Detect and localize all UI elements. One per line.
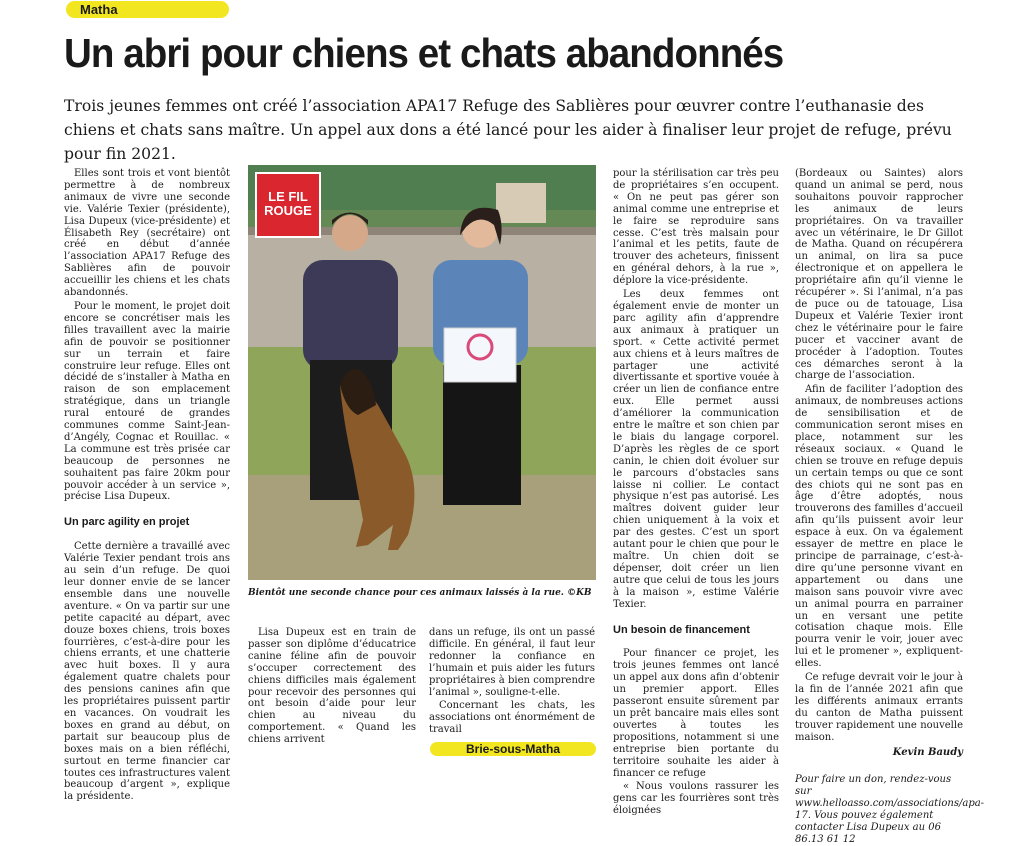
paragraph: Lisa Dupeux est en train de passer son diplôme d’éducatrice canine féline afin de pouvoir s’occuper correctement des chiens difficiles mais également pour recevoir des personnes qui ont besoin d’aide pour leur chien au niveau du comportement. « Quand les chiens arrivent <box>248 627 416 746</box>
column-2 <box>248 627 416 746</box>
paragraph: Concernant les chats, les associations ont énormément de travail <box>429 700 595 736</box>
next-section-tag: Brie-sous-Matha <box>430 742 596 756</box>
article-title: Un abri pour chiens et chats abandonnés <box>64 30 784 76</box>
logo-line-1: LE FIL <box>268 189 308 204</box>
article-lead: Trois jeunes femmes ont créé l’association APA17 Refuge des Sablières pour œuvrer contre l’euthanasie des chiens et chats sans maître. Un appel aux dons a été lancé pour les aider à finaliser leur projet de refuge, prévu pour fin 2021. <box>64 97 952 163</box>
paragraph: Elles sont trois et vont bientôt permettre à de nombreux animaux de vivre une seconde vie. Valérie Texier (présidente), Lisa Dupeux (vice-présidente) et Élisabeth Rey (secrétaire) ont créé en début d’année l’association APA17 Refuge des Sablières afin de pouvoir accueillir les chiens et les chats abandonnés. <box>64 168 230 299</box>
paragraph: Ce refuge devrait voir le jour à la fin de l’année 2021 afin que les différents animaux errants du canton de Matha puissent trouver rapidement une nouvelle maison. <box>795 672 963 743</box>
donation-note: Pour faire un don, rendez-vous sur www.helloasso.com/associations/apa-17. Vous pouvez également contacter Lisa Dupeux au 06 86.13 61 12 <box>795 774 985 845</box>
logo-line-2: ROUGE <box>264 203 312 218</box>
subheading-agility: Un parc agility en projet <box>64 516 190 529</box>
paragraph: Les deux femmes ont également envie de monter un parc agility afin d’apprendre aux animaux à pratiquer un sport. « Cette activité permet aux chiens et à leurs maîtres de partager une activité divertissante et sportive vouée à créer un lien de confiance entre eux. Elle permet aussi d’améliorer la communication entre le maître et son chien par le biais du langage corporel. D’après les règles de ce sport canin, le chien doit évoluer sur le parcours d’obstacles sans laisse ni collier. Le contact physique n’est pas autorisé. Les maîtres doivent guider leur chien uniquement à la voix et par des gestes. C’est un sport autant pour le chien que pour le maître. Un chien doit se dépenser, doit créer un lien autre que celui de tous les jours à la maison », estime Valérie Texier. <box>613 289 779 610</box>
paragraph: Pour le moment, le projet doit encore se concrétiser mais les filles travaillent avec la mairie afin de pouvoir se positionner sur un terrain et faire construire leur refuge. Elles ont décidé de s’installer à Matha en raison de son emplacement stratégique, dans un triangle rural entouré de grandes communes comme Saint-Jean-d’Angély, Cognac et Rouillac. « La commune est très prisée car beaucoup de personnes ne souhaitent pas faire 20km pour pouvoir accéder à un service », précise Lisa Dupeux. <box>64 300 230 503</box>
paragraph: Cette dernière a travaillé avec Valérie Texier pendant trois ans au sein d’un refuge. De quoi leur donner envie de se lancer ensemble dans une nouvelle aventure. « On va partir sur une petite capacité au départ, avec douze boxes chiens, trois boxes fourrières, c’est-à-dire pour les chiens errants, et une chatterie avec huit boxes. Il y aura également quatre chalets pour des pensions canines afin que les propriétaires puissent partir en vacances. On voudrait les boxes en grand au début, on partait sur beaucoup plus de boxes mais on a bien réfléchi, surtout en terme financier car toutes ces infrastructures valent beaucoup d’argent », explique la présidente. <box>64 541 230 803</box>
column-5 <box>795 168 985 846</box>
paragraph: dans un refuge, ils ont un passé difficile. En général, il faut leur redonner la confiance en l’humain et puis aider les futurs propriétaires à bien comprendre l’animal », souligne-t-elle. <box>429 627 595 698</box>
le-fil-rouge-logo <box>255 172 321 238</box>
article-photo <box>248 165 596 580</box>
subheading-financing: Un besoin de financement <box>613 623 750 636</box>
photo-caption: Bientôt une seconde chance pour ces animaux laissés à la rue. ©KB <box>248 588 592 598</box>
column-3 <box>429 627 595 736</box>
paragraph: Afin de faciliter l’adoption des animaux, de nombreuses actions de sensibilisation et de communication seront mises en place, notamment sur les réseaux sociaux. « Quand le chien se trouve en refuge depuis un certain temps ou que ce sont des chiots qui ne sont pas en âge d’être adoptés, nous trouverons des familles d’accueil afin qu’ils puissent avoir leur espace à eux. On va également essayer de mettre en place le principe de parrainage, c’est-à-dire qu’une personne vivant en appartement ou dans une maison sans pouvoir vivre avec un animal pourra en parrainer un en versant une petite cotisation chaque mois. Elle pourra venir le voir, jouer avec lui et le promener », expliquent-elles. <box>795 384 963 670</box>
paragraph: « Nous voulons rassurer les gens car les fourrières sont très éloignées <box>613 781 779 817</box>
section-tag: Matha <box>66 1 229 18</box>
author-signature: Kevin Baudy <box>892 746 963 758</box>
paragraph: pour la stérilisation car très peu de propriétaires s’en occupent. « On ne peut pas gérer son animal comme une entreprise et le faire se reproduire sans cesse. C’est très malsain pour l’animal et les petits, faute de trouver des acheteurs, finissent en général dehors, à la rue », déplore la vice-présidente. <box>613 168 779 287</box>
column-1 <box>64 168 230 803</box>
paragraph: Pour financer ce projet, les trois jeunes femmes ont lancé un appel aux dons afin d’obtenir un premier apport. Elles passeront ensuite sûrement par un prêt bancaire mais elles sont ouvertes à toutes les propositions, notamment si une entreprise bien portante du territoire souhaite les aider à financer ce refuge <box>613 648 779 779</box>
column-4 <box>613 168 779 817</box>
paragraph: (Bordeaux ou Saintes) alors quand un animal se perd, nous souhaitons pouvoir rapprocher les animaux de leurs propriétaires. On va travailler avec un vétérinaire, le Dr Gillot de Matha. Quand on récupérera un animal, on lira sa puce électronique et on appellera le propriétaire afin qu’il vienne le récupérer ». Si l’animal, n’a pas de puce ou de tatouage, Lisa Dupeux et Valérie Texier iront chez le vétérinaire pour le faire pucer et vacciner avant de procéder à l’adoption. Toutes ces démarches seront à la charge de l’association. <box>795 168 963 382</box>
